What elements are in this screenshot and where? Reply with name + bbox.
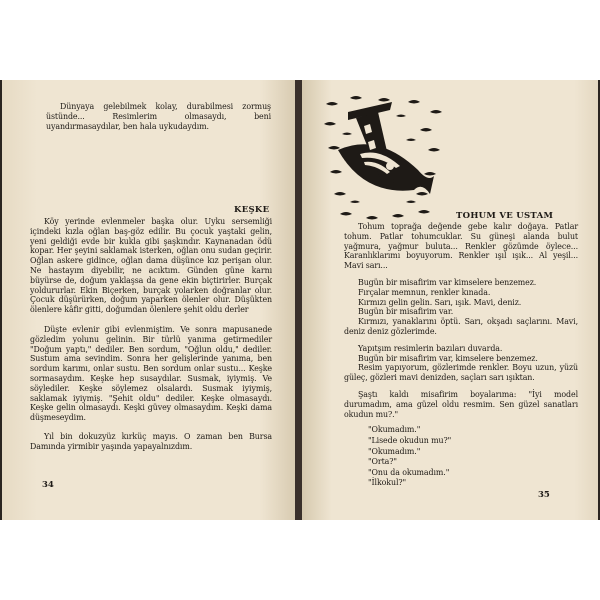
keske-text [30, 217, 272, 452]
dialog-line: "Lisede okudun mu?" [368, 435, 452, 445]
right-paragraph: Fırçalar memnun, renkler kınada. [358, 287, 491, 297]
dialog-line: "Orta?" [368, 457, 397, 467]
page-number-left: 34 [42, 480, 54, 490]
right-paragraph: Bugün bir misafirim var, kimselere benzemez. [358, 353, 538, 363]
dialog-line: "Okumadım." [368, 446, 421, 456]
right-paragraph: Bugün bir misafirim var kimselere benzemez. [358, 277, 537, 287]
dialog-line: "Onu da okumadım." [368, 467, 450, 477]
keske-heading: KEŞKE [234, 205, 270, 215]
dialog-line: "Okumadım." [368, 425, 421, 435]
keske-paragraph: Köy yerinde evlenmeler başka olur. Uyku sersemliği içindeki kızla oğlan baş-göz edilir. Bu çocuk yaştaki gelin, yeni geldiği evde bir kukla gibi şaşkındır. Kaynanadan ödü kopar. Her şeyini saklamak isterken, oğlan onu sudan geçirir. Oğlan askere gidince, oğlan dama düşünce kız perişan olur. Ne hastayım diyebilir, ne acıktım. Günden güne karnı büyürse de, doğum yaklaşsa da gene ekin biçtirirler. Burçak yoldururlar. Ekin Biçerken, burçak yolarken doğranlar olur. Çocuk düşürürken, doğum yaparken ölenler olur. Düşükten ölenlere kâfir gitti, doğumdan ölenlere şehit oldu derler [30, 217, 272, 315]
right-paragraph: Kırmızı gelin gelin. Sarı, ışık. Mavi, deniz. [358, 297, 522, 307]
tohum-ve-ustam-heading: TOHUM VE USTAM [456, 211, 554, 221]
dialog-line: "İlkokul?" [368, 478, 407, 488]
intro-paragraph: Dünyaya gelebilmek kolay, durabilmesi zormuş üstünde... Resimlerim olmasaydı, beni uyandırmasaydılar, ben hala uykudaydım. [46, 102, 271, 131]
right-text [344, 222, 578, 489]
right-paragraph: Resim yapıyorum, gözlerimde renkler. Boyu uzun, yüzü güleç, gözleri mavi denizden, saçları sarı ışıktan. [344, 363, 578, 383]
book-gutter [295, 80, 302, 520]
keske-paragraph: Yıl bin dokuzyüz kırküç mayıs. O zaman ben Bursa Damında yirmibir yaşında yapayalnızdım. [30, 431, 272, 451]
dialog-list [344, 425, 578, 489]
right-paragraph: Yapıtşım resimlerin bazıları duvarda. [358, 343, 503, 353]
page-number-right: 35 [538, 490, 550, 500]
right-paragraph: Tohum toprağa değende gebe kalır doğaya. Patlar tohum. Patlar tohumcuklar. Su güneşi alanda bulut yağmura, yağmur buluta... Renkler gözümde öylece... Karanlıklarımı boyuyorum. Renkler ışıl ışık... Al yeşil... Mavi sarı... [344, 222, 578, 271]
right-paragraph: Şaştı kaldı misafirim boyalarıma: "İyi model durumadım, ama güzel oldu resmim. Sen güzel sanatları okudun mu?." [344, 389, 578, 419]
right-page [302, 80, 598, 520]
left-page [2, 80, 295, 520]
left-intro [46, 102, 271, 131]
right-paragraph: Bugün bir misafirim var. [358, 307, 454, 317]
right-paragraph: Kırmızı, yanaklarını öptü. Sarı, okşadı saçlarını. Mavi, deniz deniz gözlerimde. [344, 317, 578, 336]
open-book [0, 80, 600, 520]
keske-paragraph: Düşte evlenir gibi evlenmiştim. Ve sonra mapusanede gözledim yolunu gelinin. Bir türlü yanıma getirmediler "Doğum yaptı," dediler. Ben sordum, "Oğlun oldu," dediler. Sustum ama sevindim. Sonra her gelişlerinde yanıma, ben sordum karımı, onlar sustu. Ben sordum onlar sustu... Keşke sormasaydım. Keşke hep susaydılar. Susmak, iyiymiş. Ve söylediler. Keşke söylemez olsalardı. Susmak iyiymiş, saklamak iyiymiş. "Şehit oldu" dediler. Keşke olmasaydı. Keşke gelin olmasaydı. Keşki güvey olmasaydım. Keşki dama düşmeseydim. [30, 324, 272, 423]
fish-and-boat-woodcut-icon [320, 90, 450, 230]
